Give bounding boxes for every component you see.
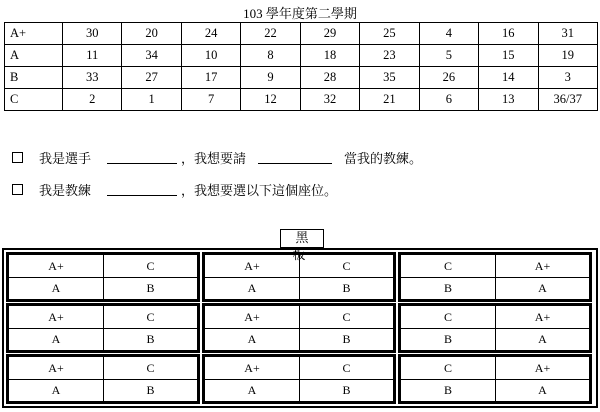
score-cell: 36/37 <box>538 89 598 111</box>
seat-cell[interactable]: C <box>103 305 198 329</box>
score-row <box>5 67 598 89</box>
score-cell: 26 <box>419 67 478 89</box>
player-name-blank[interactable] <box>107 151 177 164</box>
score-cell: 4 <box>419 23 478 45</box>
seat-cell[interactable]: A <box>204 379 300 402</box>
seat-cell[interactable]: A+ <box>495 356 590 380</box>
seat-group <box>6 303 200 353</box>
score-row-label: C <box>5 89 63 111</box>
score-cell: 8 <box>241 45 300 67</box>
score-cell: 30 <box>63 23 122 45</box>
score-cell: 13 <box>479 89 538 111</box>
score-cell: 18 <box>300 45 359 67</box>
seat-group <box>398 303 592 353</box>
score-cell: 6 <box>419 89 478 111</box>
seat-cell[interactable]: A+ <box>8 254 104 278</box>
seat-cell[interactable]: B <box>103 277 198 300</box>
seat-cell[interactable]: C <box>400 356 496 380</box>
score-cell: 28 <box>300 67 359 89</box>
score-cell: 27 <box>122 67 181 89</box>
seat-cell[interactable]: B <box>400 379 496 402</box>
score-cell: 25 <box>360 23 419 45</box>
seat-group <box>202 354 396 404</box>
seat-cell[interactable]: B <box>299 379 394 402</box>
statement-player-text-2: ，我想要請 <box>181 152 247 167</box>
score-row-label: B <box>5 67 63 89</box>
score-cell: 32 <box>300 89 359 111</box>
coach-name-blank[interactable] <box>258 151 332 164</box>
score-cell: 12 <box>241 89 300 111</box>
seat-cell[interactable]: B <box>400 277 496 300</box>
seat-cell[interactable]: B <box>299 328 394 351</box>
score-cell: 29 <box>300 23 359 45</box>
seat-cell[interactable]: C <box>103 254 198 278</box>
seat-cell[interactable]: A <box>8 379 104 402</box>
seat-cell[interactable]: C <box>400 254 496 278</box>
coach-checkbox[interactable] <box>12 184 23 195</box>
score-cell: 2 <box>63 89 122 111</box>
score-cell: 16 <box>479 23 538 45</box>
seat-cell[interactable]: B <box>299 277 394 300</box>
seat-cell[interactable]: A <box>495 328 590 351</box>
score-cell: 20 <box>122 23 181 45</box>
score-row-label: A+ <box>5 23 63 45</box>
seat-cell[interactable]: A+ <box>204 356 300 380</box>
seat-cell[interactable]: C <box>103 356 198 380</box>
score-row <box>5 89 598 111</box>
score-cell: 3 <box>538 67 598 89</box>
score-cell: 34 <box>122 45 181 67</box>
score-cell: 33 <box>63 67 122 89</box>
seat-cell[interactable]: A+ <box>495 254 590 278</box>
score-table <box>4 22 598 111</box>
coach-self-name-blank[interactable] <box>107 183 177 196</box>
score-cell: 24 <box>181 23 240 45</box>
score-cell: 1 <box>122 89 181 111</box>
score-row <box>5 45 598 67</box>
seat-group <box>202 252 396 302</box>
statement-coach <box>12 180 337 199</box>
seat-cell[interactable]: C <box>400 305 496 329</box>
score-cell: 31 <box>538 23 598 45</box>
seat-cell[interactable]: B <box>103 379 198 402</box>
seat-cell[interactable]: A <box>495 277 590 300</box>
seat-cell[interactable]: B <box>103 328 198 351</box>
seat-cell[interactable]: A+ <box>495 305 590 329</box>
statement-coach-text-1: 我是教練 <box>39 184 92 199</box>
statement-player <box>12 148 422 167</box>
seat-cell[interactable]: A <box>8 328 104 351</box>
score-cell: 35 <box>360 67 419 89</box>
statement-coach-text-2: ，我想要選以下這個座位。 <box>181 184 338 199</box>
score-cell: 23 <box>360 45 419 67</box>
seat-group <box>202 303 396 353</box>
seat-cell[interactable]: A+ <box>8 356 104 380</box>
seat-group <box>398 354 592 404</box>
score-cell: 7 <box>181 89 240 111</box>
seat-cell[interactable]: A <box>8 277 104 300</box>
statement-player-text-3: 當我的教練。 <box>344 152 423 167</box>
score-cell: 21 <box>360 89 419 111</box>
blackboard-label: 黑板 <box>280 229 324 248</box>
score-cell: 19 <box>538 45 598 67</box>
statement-player-text-1: 我是選手 <box>39 152 92 167</box>
seat-cell[interactable]: A <box>204 328 300 351</box>
seat-group <box>398 252 592 302</box>
seat-cell[interactable]: C <box>299 254 394 278</box>
seat-group <box>6 354 200 404</box>
score-cell: 22 <box>241 23 300 45</box>
seat-cell[interactable]: C <box>299 305 394 329</box>
player-checkbox[interactable] <box>12 152 23 163</box>
seat-cell[interactable]: A+ <box>8 305 104 329</box>
seat-cell[interactable]: A+ <box>204 254 300 278</box>
seat-cell[interactable]: A <box>495 379 590 402</box>
score-row <box>5 23 598 45</box>
score-row-label: A <box>5 45 63 67</box>
score-cell: 9 <box>241 67 300 89</box>
seat-cell[interactable]: B <box>400 328 496 351</box>
seat-group <box>6 252 200 302</box>
seat-cell[interactable]: A+ <box>204 305 300 329</box>
seat-cell[interactable]: C <box>299 356 394 380</box>
seating-chart <box>2 248 598 408</box>
score-cell: 11 <box>63 45 122 67</box>
score-cell: 14 <box>479 67 538 89</box>
seat-cell[interactable]: A <box>204 277 300 300</box>
score-cell: 17 <box>181 67 240 89</box>
score-cell: 15 <box>479 45 538 67</box>
score-cell: 10 <box>181 45 240 67</box>
page-title: 103 學年度第二學期 <box>243 6 357 21</box>
score-cell: 5 <box>419 45 478 67</box>
